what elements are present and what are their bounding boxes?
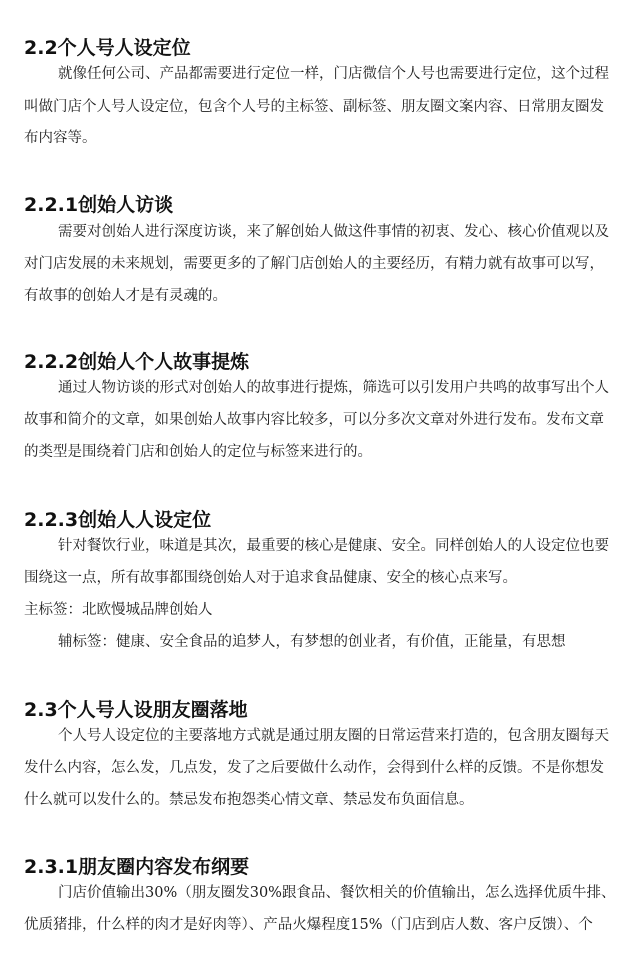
paragraph-line: 个人号人设定位的主要落地方式就是通过朋友圈的日常运营来打造的，包含朋友圈每天 xyxy=(58,728,609,744)
paragraph-line: 需要对创始人进行深度访谈，来了解创始人做这件事情的初衷、发心、核心价值观以及 xyxy=(58,224,609,240)
paragraph-line: 布内容等。 xyxy=(24,130,97,146)
paragraph-line: 发什么内容，怎么发，几点发，发了之后要做什么动作，会得到什么样的反馈。不是你想发 xyxy=(24,760,604,776)
paragraph-line: 什么就可以发什么的。禁忌发布抱怨类心情文章、禁忌发布负面信息。 xyxy=(24,792,474,808)
section-heading-2-3-1: 2.3.1朋友圈内容发布纲要 xyxy=(24,856,250,878)
main-tag-line: 主标签：北欧慢城品牌创始人 xyxy=(24,602,213,618)
paragraph-line: 通过人物访谈的形式对创始人的故事进行提炼，筛选可以引发用户共鸣的故事写出个人 xyxy=(58,380,609,396)
paragraph-line: 故事和简介的文章，如果创始人故事内容比较多，可以分多次文章对外进行发布。发布文章 xyxy=(24,412,604,428)
paragraph-line: 针对餐饮行业，味道是其次，最重要的核心是健康、安全。同样创始人的人设定位也要 xyxy=(58,538,609,554)
paragraph-line: 优质猪排，什么样的肉才是好肉等）、产品火爆程度15%（门店到店人数、客户反馈）、个 xyxy=(24,917,593,933)
paragraph-line: 就像任何公司、产品都需要进行定位一样，门店微信个人号也需要进行定位，这个过程 xyxy=(58,66,609,82)
section-heading-2-2-2: 2.2.2创始人个人故事提炼 xyxy=(24,351,250,373)
paragraph-line: 叫做门店个人号人设定位，包含个人号的主标签、副标签、朋友圈文案内容、日常朋友圈发 xyxy=(24,99,604,115)
section-heading-2-2: 2.2个人号人设定位 xyxy=(24,37,191,59)
paragraph-line: 对门店发展的未来规划，需要更多的了解门店创始人的主要经历，有精力就有故事可以写， xyxy=(24,256,604,272)
section-heading-2-3: 2.3个人号人设朋友圈落地 xyxy=(24,699,248,721)
paragraph-line: 的类型是围绕着门店和创始人的定位与标签来进行的。 xyxy=(24,444,372,460)
paragraph-line: 有故事的创始人才是有灵魂的。 xyxy=(24,288,227,304)
section-heading-2-2-3: 2.2.3创始人人设定位 xyxy=(24,509,212,531)
paragraph-line: 门店价值输出30%（朋友圈发30%跟食品、餐饮相关的价值输出，怎么选择优质牛排、 xyxy=(58,885,616,901)
section-heading-2-2-1: 2.2.1创始人访谈 xyxy=(24,194,174,216)
secondary-tag-line: 辅标签：健康、安全食品的追梦人，有梦想的创业者，有价值，正能量，有思想 xyxy=(58,634,566,650)
paragraph-line: 围绕这一点，所有故事都围绕创始人对于追求食品健康、安全的核心点来写。 xyxy=(24,570,517,586)
